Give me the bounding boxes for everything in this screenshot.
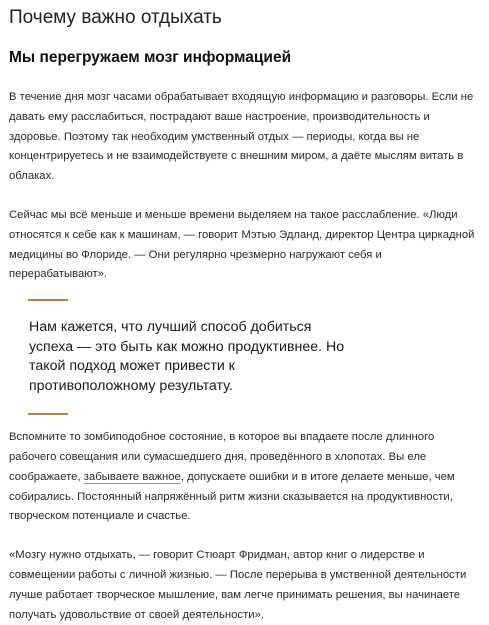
paragraph-3-text-start: Вспомните то зомбиподобное состояние, в которое вы впадаете после длинного рабочего совещания или сумасшедшего дня, проведённого в хлопотах. Вы еле соображаете, <box>9 431 435 483</box>
pull-quote: Нам кажется, что лучший способ добиться успеха — это быть как можно продуктивнее. Но такой подход может привести к противоположному результату. <box>29 319 345 394</box>
page-title: Почему важно отдыхать <box>9 7 222 28</box>
paragraph-3-text-end: , допускаете ошибки и в итоге делаете меньше, чем собирались. Постоянный напряжённый ритм жизни сказывается на продуктивности, творческом потенциале и счастье. <box>9 470 455 523</box>
forget-important-link[interactable]: забываете важное <box>83 470 181 483</box>
paragraph-1: В течение дня мозг часами обрабатывает входящую информацию и разговоры. Если не давать ему расслабиться, пострадают ваше настроение, производительность и здоровье. Поэтому так необходим умственный отдых — периоды, когда вы не концентрируетесь и не взаимодействуете с внешним миром, а даёте мыслям витать в облаках. <box>9 91 474 183</box>
article <box>9 0 481 625</box>
paragraph-2: Сейчас мы всё меньше и меньше времени выделяем на такое расслабление. «Люди относятся к себе как к машинам, — говорит Мэтью Эдланд, директор Центра циркадной медицины во Флориде. — Они регулярно чрезмерно нагружают себя и перерабатывают». <box>9 208 475 281</box>
paragraph-3 <box>9 428 481 527</box>
pull-quote-bottom-rule <box>28 413 68 415</box>
section-heading: Мы перегружаем мозг информацией <box>9 49 292 66</box>
paragraph-4: «Мозгу нужно отдыхать, — говорит Стюарт Фридман, автор книг о лидерстве и совмещении работы с личной жизнью. — После перерыва в умственной деятельности лучше работает творческое мышление, вам легче принимать решения, вы начинаете получать удовольствие от своей деятельности». <box>9 549 467 621</box>
pull-quote-top-rule <box>28 299 68 301</box>
